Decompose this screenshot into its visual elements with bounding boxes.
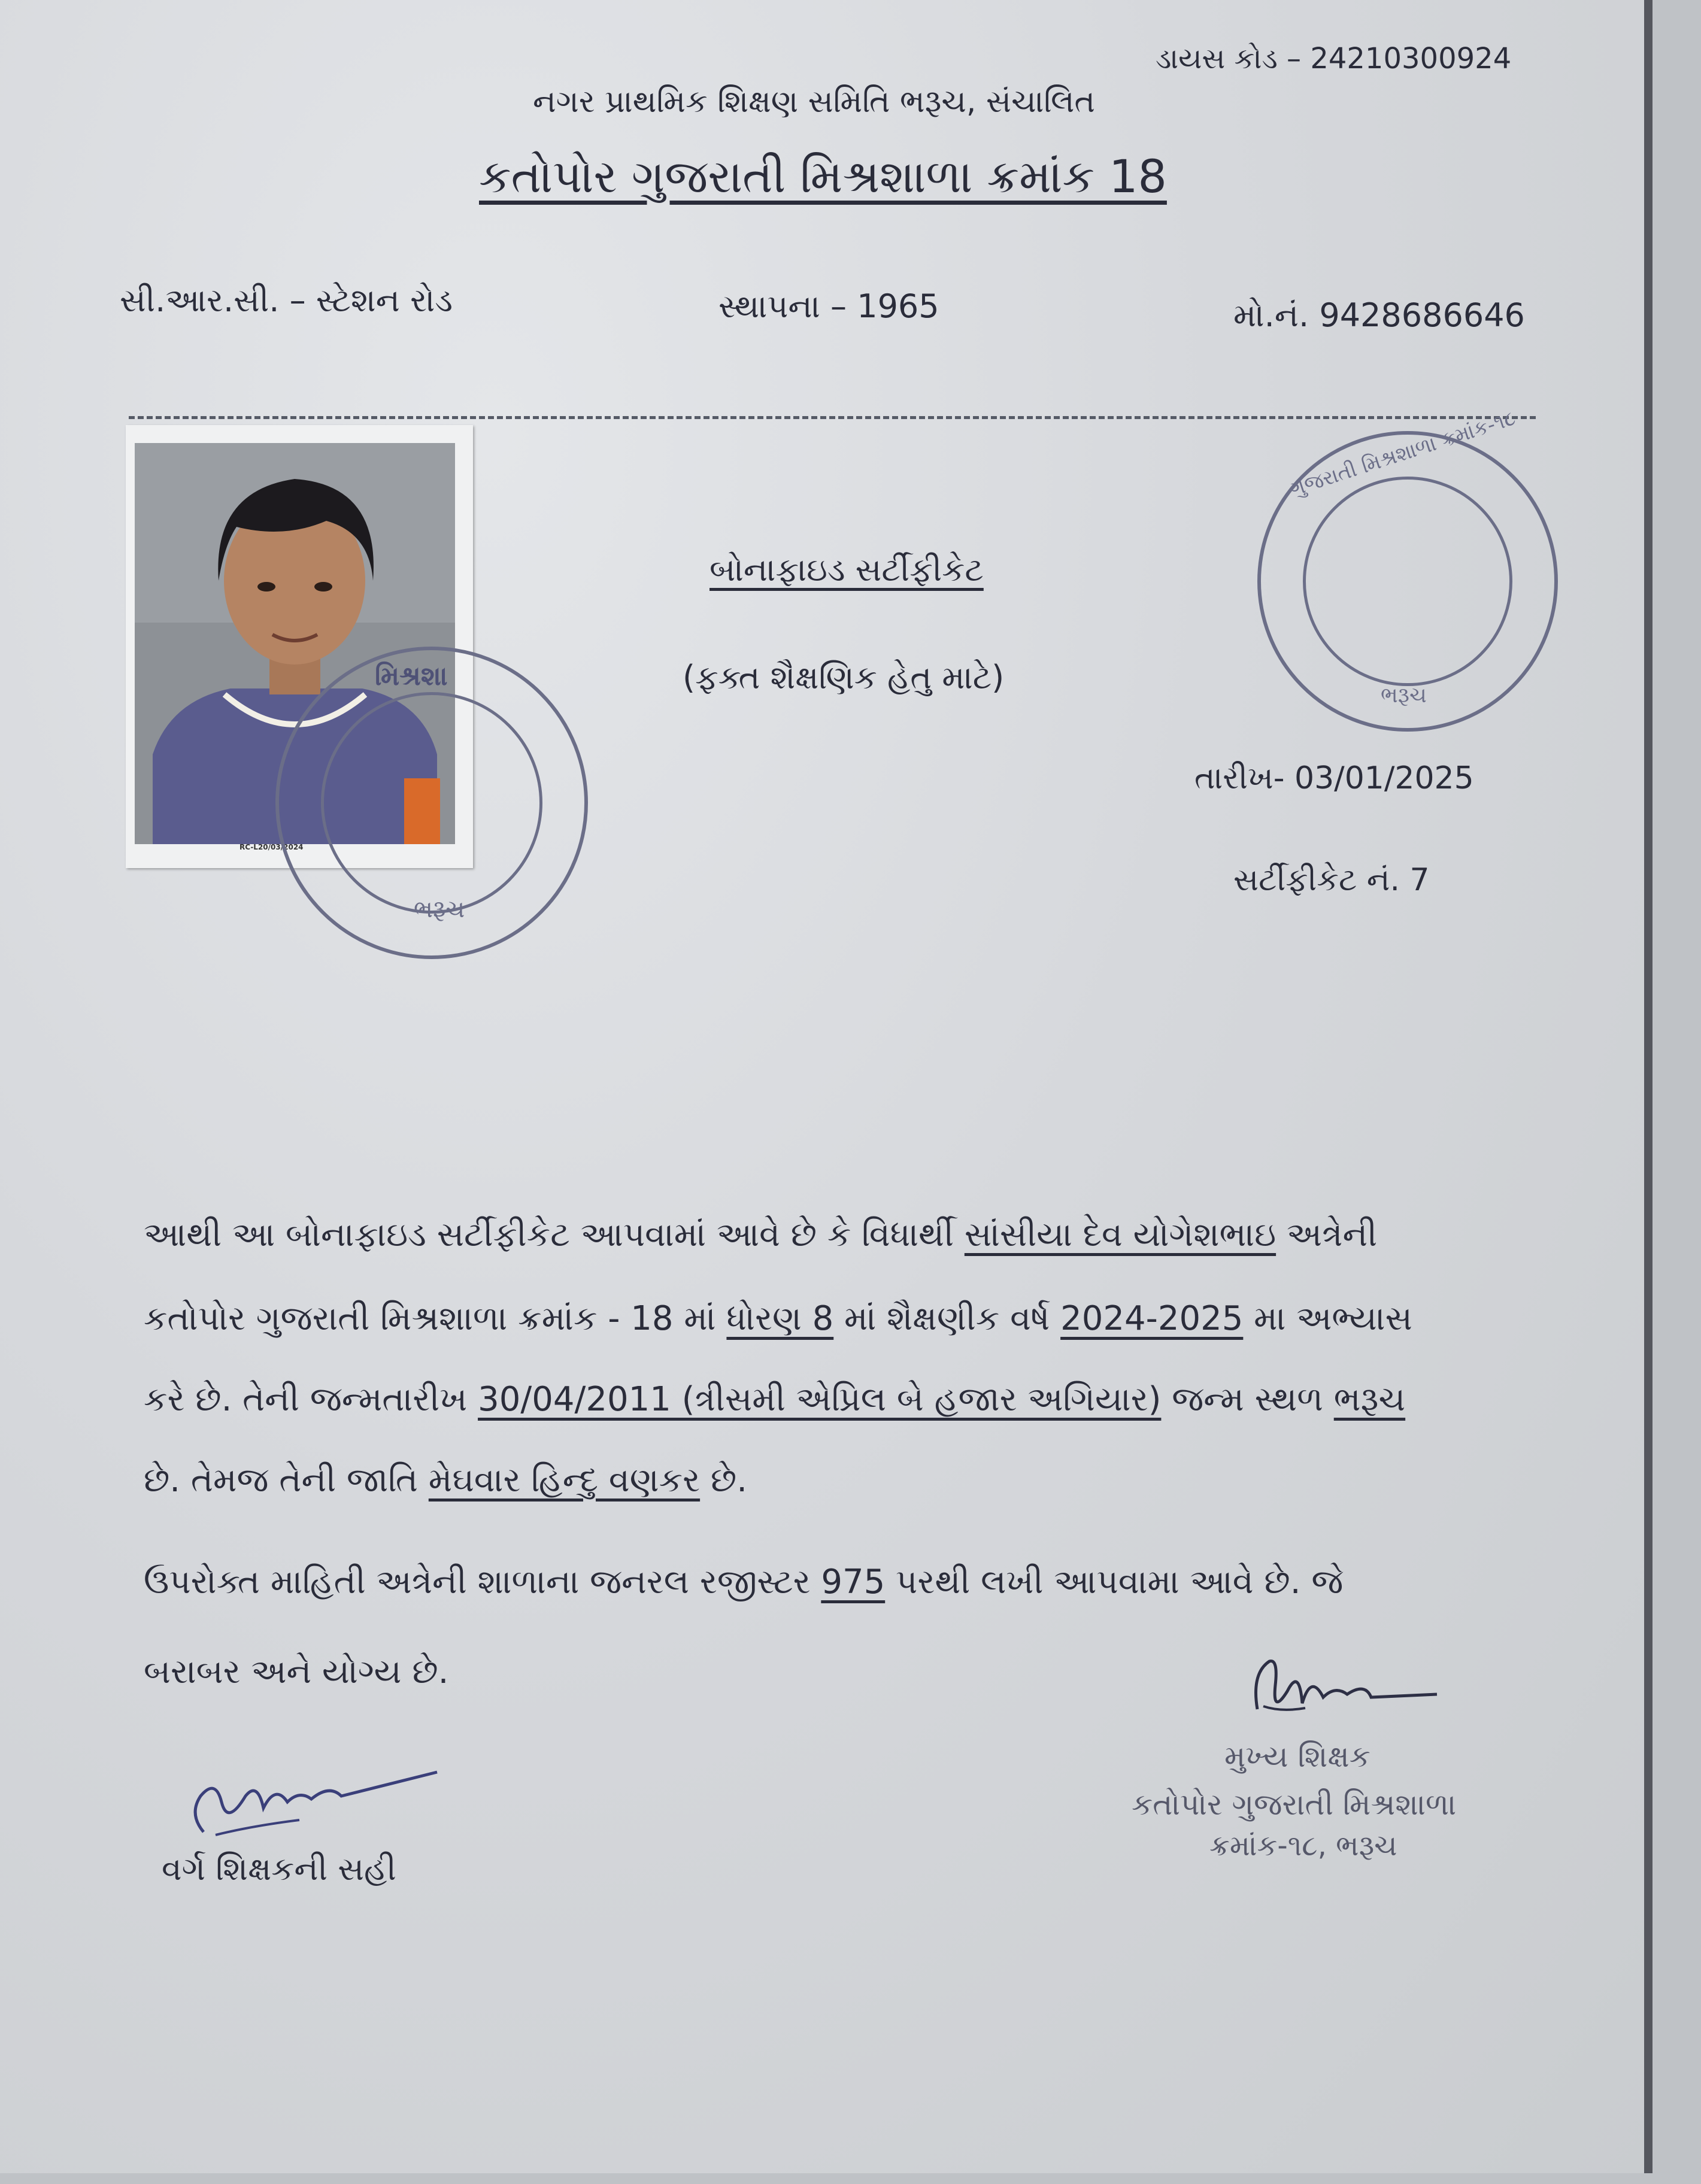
academic-year: 2024-2025 <box>1060 1299 1244 1338</box>
managed-by: નગર પ્રાથમિક શિક્ષણ સમિતિ ભરૂચ, સંચાલિત <box>533 84 1095 120</box>
body-text: જન્મ સ્થળ <box>1161 1380 1334 1419</box>
caste: મેઘવાર હિન્દુ વણકર <box>428 1461 701 1500</box>
head-teacher-signature <box>1245 1649 1443 1727</box>
body-text: આથી આ બોનાફાઇડ સર્ટીફીકેટ આપવામાં આવે છે કે વિધાર્થી <box>144 1215 965 1254</box>
body-text: પરથી લખી આપવામા આવે છે. જે <box>885 1563 1344 1601</box>
certificate-purpose: (ફક્ત શૈક્ષણિક હેતુ માટે) <box>683 659 1005 696</box>
dise-code: ડાયસ કોડ – 24210300924 <box>1156 42 1512 75</box>
body-text: માં શૈક્ષણીક વર્ષ <box>833 1299 1061 1338</box>
birthplace: ભરૂચ <box>1333 1380 1406 1419</box>
body-line-6: બરાબર અને યોગ્ય છે. <box>144 1652 449 1691</box>
head-teacher-school: કતોપોર ગુજરાતી મિશ્રશાળા <box>1132 1787 1457 1822</box>
body-line-2 <box>144 1299 1412 1339</box>
body-line-1 <box>144 1215 1377 1255</box>
crc-info: સી.આર.સી. – સ્ટેશન રોડ <box>120 281 453 319</box>
body-text: મા અભ્યાસ <box>1243 1299 1412 1338</box>
photo-stamp-top-text: મિશ્રશા <box>375 661 448 691</box>
class-teacher-signature <box>180 1760 449 1850</box>
issue-date: તારીખ- 03/01/2025 <box>1194 760 1474 796</box>
photo-stamp-inner-ring <box>321 692 542 914</box>
register-number: 975 <box>821 1563 886 1601</box>
body-text: છે. તેમજ તેની જાતિ <box>144 1461 429 1500</box>
certificate-title: બોનાફાઇડ સર્ટીફીકેટ <box>709 551 984 589</box>
school-seal-inner-ring <box>1303 477 1512 686</box>
body-text: ઉપરોક્ત માહિતી અત્રેની શાળાના જનરલ રજીસ્ટર <box>144 1563 821 1601</box>
photo-caption: RC-L20/03/2024 <box>239 843 304 851</box>
body-text: કતોપોર ગુજરાતી મિશ્રશાળા ક્રમાંક - 18 માં <box>144 1299 727 1338</box>
body-text: કરે છે. તેની જન્મતારીખ <box>144 1380 478 1419</box>
photo-stamp-bottom-text: ભરૂચ <box>414 896 465 923</box>
class-teacher-label: વર્ગ શિક્ષકની સહી <box>162 1850 396 1888</box>
head-teacher-branch: ક્રમાંક-૧૮, ભરૂચ <box>1209 1829 1397 1863</box>
student-name: સાંસીયા દેવ યોગેશભાઇ <box>964 1215 1276 1254</box>
certificate-number: સર્ટીફીકેટ નં. 7 <box>1233 862 1430 898</box>
school-seal-bottom-text: ભરૂચ <box>1381 683 1427 708</box>
mobile-number: મો.નં. 9428686646 <box>1233 296 1525 334</box>
photo-stamp <box>275 647 588 959</box>
body-line-5 <box>144 1563 1343 1602</box>
header-divider <box>129 416 1536 419</box>
body-line-4 <box>144 1461 747 1500</box>
school-seal <box>1257 406 1558 732</box>
date-of-birth: 30/04/2011 (ત્રીસમી એપ્રિલ બે હજાર અગિયાર) <box>478 1380 1162 1419</box>
school-seal-ring-text: ગુજરાતી મિશ્રશાળા ક્રમાંક-૧૮ <box>1287 406 1519 502</box>
standard: ધોરણ 8 <box>726 1299 834 1338</box>
established-year: સ્થાપના – 1965 <box>718 287 939 325</box>
body-line-3 <box>144 1380 1405 1419</box>
body-text: છે. <box>700 1461 747 1500</box>
body-text: અત્રેની <box>1276 1215 1378 1254</box>
school-name: કતોપોર ગુજરાતી મિશ્રશાળા ક્રમાંક 18 <box>479 150 1167 203</box>
head-teacher-role: મુખ્ય શિક્ષક <box>1224 1739 1370 1774</box>
